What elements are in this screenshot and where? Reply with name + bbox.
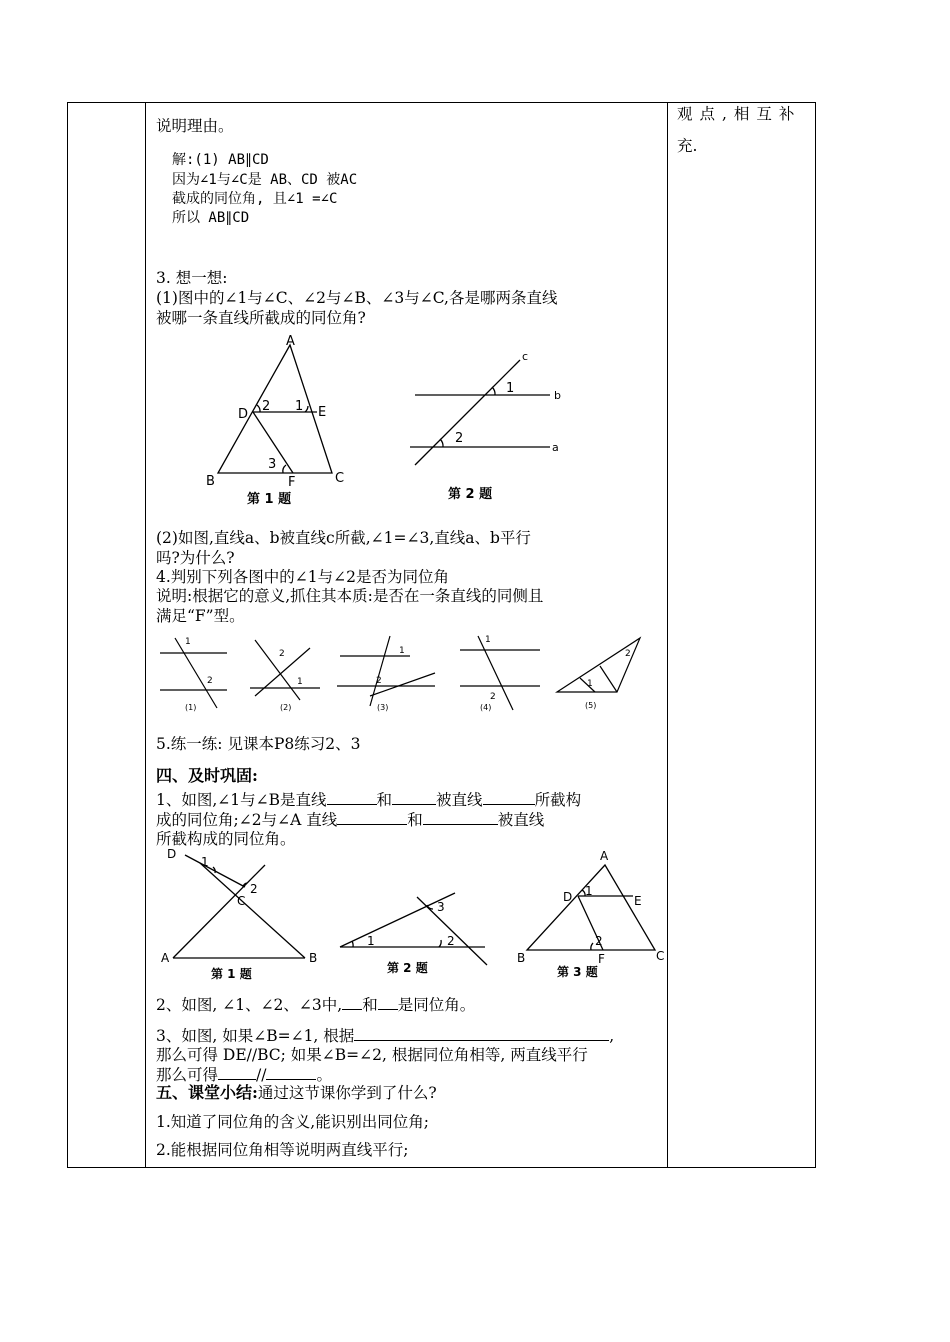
section4-title: 四、及时巩固: <box>156 766 258 785</box>
label-angle2-fig2: 2 <box>455 431 464 446</box>
small-fig2-angle1: 1 <box>297 677 303 687</box>
exercise1-line1: 1、如图,∠1与∠B是直线 和 被直线 所截构 <box>156 791 582 809</box>
q3-line1: (1)图中的∠1与∠C、∠2与∠B、∠3与∠C,各是哪两条直线 <box>156 289 558 307</box>
solution-line4: 所以 AB∥CD <box>172 210 250 226</box>
blank-1d <box>337 809 407 825</box>
b-fig2-caption: 第 2 题 <box>387 961 428 975</box>
blank-3a <box>354 1025 609 1041</box>
small-fig5-angle1: 1 <box>587 679 593 689</box>
b-fig1-label-C: C <box>237 894 246 908</box>
b-fig2-angle2: 2 <box>447 934 455 948</box>
small-fig5-caption: (5) <box>585 701 597 710</box>
small-fig1-angle1: 1 <box>185 637 191 647</box>
b-fig3-label-B: B <box>517 951 526 965</box>
q3-line2: 被哪一条直线所截成的同位角? <box>156 309 366 327</box>
b-fig3-label-C: C <box>656 949 665 963</box>
label-angle1: 1 <box>295 399 304 414</box>
exercise1-line3: 所截构成的同位角。 <box>156 830 296 848</box>
reason-header: 说明理由。 <box>156 117 234 135</box>
line-c <box>415 360 520 465</box>
label-a: a <box>552 441 559 454</box>
b-fig3-label-E: E <box>634 894 642 908</box>
fig1-caption: 第 1 题 <box>247 492 292 507</box>
b-fig2-angle3: 3 <box>437 900 445 914</box>
column-divider-2 <box>667 103 668 1167</box>
label-B: B <box>206 474 215 489</box>
section5-line <box>156 1083 437 1103</box>
blank-1a <box>327 789 377 805</box>
q3b-line1: (2)如图,直线a、b被直线c所截,∠1=∠3,直线a、b平行 <box>156 529 531 547</box>
blank-2a <box>342 994 362 1010</box>
b-fig1-caption: 第 1 题 <box>211 967 252 981</box>
q3-title: 3. 想一想: <box>156 269 228 287</box>
triangle-abc <box>218 345 332 473</box>
summary-2: 2.能根据同位角相等说明两直线平行; <box>156 1141 409 1159</box>
b-fig1-angle2: 2 <box>250 882 258 896</box>
small-fig1-caption: (1) <box>185 703 197 712</box>
small-fig4-angle2: 2 <box>490 692 496 702</box>
solution-line3: 截成的同位角, 且∠1 =∠C <box>172 191 338 207</box>
solution-line2: 因为∠1与∠C是 AB、CD 被AC <box>172 172 358 188</box>
small-fig3-angle1: 1 <box>399 646 405 656</box>
blank-3c <box>266 1064 316 1080</box>
label-angle1-fig2: 1 <box>506 381 515 396</box>
label-E: E <box>318 405 327 420</box>
solution-line1: 解:(1) AB∥CD <box>172 152 269 168</box>
small-fig5-angle2: 2 <box>625 649 631 659</box>
label-b: b <box>554 389 561 402</box>
blank-3b <box>218 1064 256 1080</box>
b-fig1-angle1: 1 <box>201 855 209 869</box>
blank-1c <box>483 789 535 805</box>
small-fig2-angle2: 2 <box>279 649 285 659</box>
exercise3-line3: 那么可得 // 。 <box>156 1066 332 1084</box>
b-fig3-angle1: 1 <box>585 884 593 898</box>
small-fig4-angle1: 1 <box>485 635 491 645</box>
fig2-caption: 第 2 题 <box>448 487 493 502</box>
q4-line1: 4.判别下列各图中的∠1与∠2是否为同位角 <box>156 568 449 586</box>
b-fig3-label-F: F <box>598 952 605 966</box>
b-fig3-label-D: D <box>563 890 573 904</box>
q4-line3: 满足“F”型。 <box>156 607 245 625</box>
small-fig3-angle2: 2 <box>376 676 382 686</box>
b-fig3-label-A: A <box>600 849 609 863</box>
label-c: c <box>522 350 529 363</box>
column-divider-1 <box>145 103 146 1167</box>
right-column-line2: 充. <box>677 137 698 155</box>
label-D: D <box>238 407 249 422</box>
label-A: A <box>286 334 295 349</box>
b-fig3-caption: 第 3 题 <box>557 965 598 979</box>
summary-1: 1.知道了同位角的含义,能识别出同位角; <box>156 1113 429 1131</box>
right-column-line1: 观点,相互补 <box>677 105 802 123</box>
small-fig1-angle2: 2 <box>207 676 213 686</box>
label-F: F <box>288 475 296 490</box>
q4-line2: 说明:根据它的意义,抓住其本质:是否在一条直线的同侧且 <box>156 587 544 605</box>
b-fig1-label-D: D <box>167 847 177 861</box>
label-angle2: 2 <box>262 399 271 414</box>
exercise1-line2: 成的同位角;∠2与∠A 直线 和 被直线 <box>156 811 545 829</box>
blank-2b <box>378 994 398 1010</box>
exercise2: 2、如图, ∠1、∠2、∠3中, 和 是同位角。 <box>156 996 476 1014</box>
blank-1b <box>392 789 436 805</box>
b-fig2-angle1: 1 <box>367 934 375 948</box>
b-fig1-label-A: A <box>161 951 170 965</box>
small-fig2-caption: (2) <box>280 703 292 712</box>
label-angle3: 3 <box>268 457 277 472</box>
q5-text: 5.练一练: 见课本P8练习2、3 <box>156 735 361 753</box>
b-fig3-angle2: 2 <box>595 934 603 948</box>
small-fig4-caption: (4) <box>480 703 492 712</box>
angle-judge-figures <box>155 628 655 718</box>
section5-question: 通过这节课你学到了什么? <box>257 1084 437 1102</box>
exercise3-line2: 那么可得 DE//BC; 如果∠B=∠2, 根据同位角相等, 两直线平行 <box>156 1046 588 1064</box>
q3-figures <box>190 330 610 515</box>
blank-1e <box>423 809 498 825</box>
exercise3-line1: 3、如图, 如果∠B=∠1, 根据 , <box>156 1027 615 1045</box>
b-fig1-label-B: B <box>309 951 318 965</box>
small-fig3-caption: (3) <box>377 703 389 712</box>
q3b-line2: 吗?为什么? <box>156 549 235 567</box>
exercise-figures <box>155 845 665 985</box>
section5-title: 五、课堂小结: <box>156 1083 258 1102</box>
label-C: C <box>335 471 345 486</box>
